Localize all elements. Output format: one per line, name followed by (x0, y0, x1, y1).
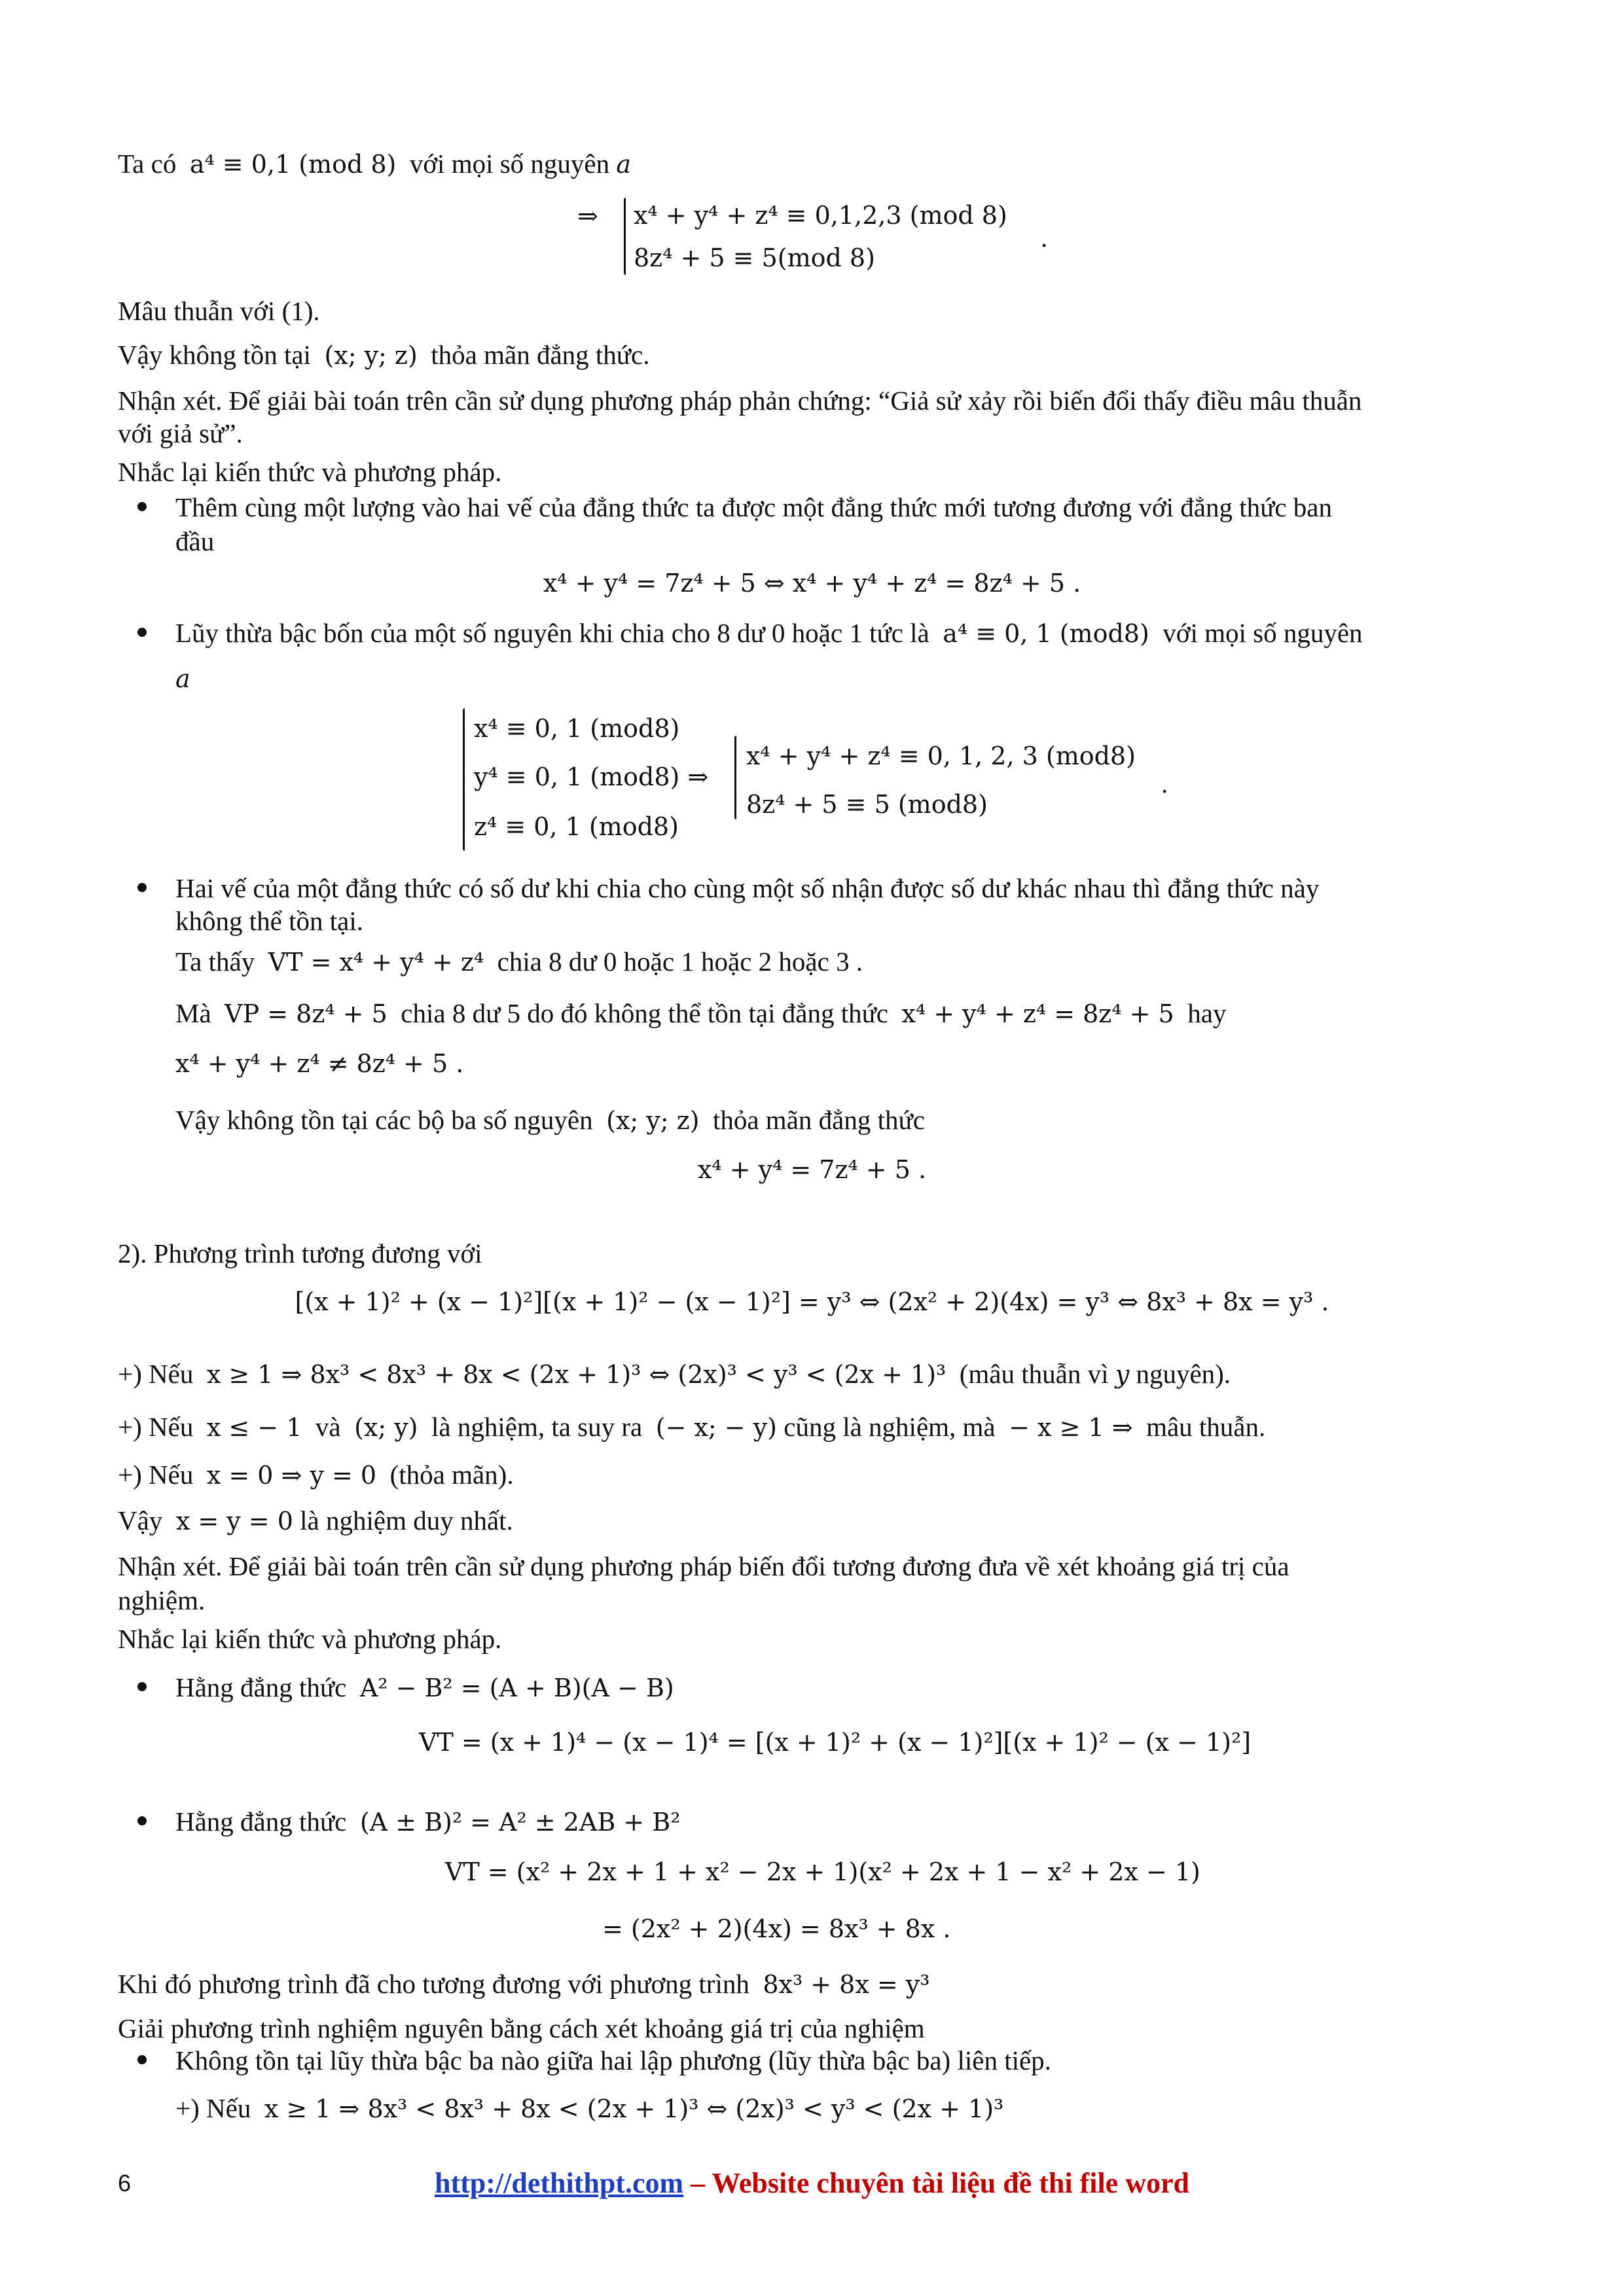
math-expression: (x; y; z) (324, 341, 418, 370)
text: +) Nếu (118, 1412, 194, 1442)
text: Ta có (118, 149, 177, 179)
text: Lũy thừa bậc bốn của một số nguyên khi chia cho 8 dư 0 hoặc 1 tức là (175, 618, 929, 648)
math-expression: [(x + 1)² + (x − 1)²][(x + 1)² − (x − 1)²] = y³ ⇔ (2x² + 2)(4x) = y³ ⇔ 8x³ + 8x = y³ . (295, 1287, 1329, 1316)
math-expression: x⁴ + y⁴ = 7z⁴ + 5 ⇔ x⁴ + y⁴ + z⁴ = 8z⁴ + 5 . (543, 569, 1081, 598)
text: thỏa mãn đẳng thức (712, 1105, 925, 1135)
system-brace (734, 736, 736, 819)
math-variable: a (616, 150, 632, 179)
footer-text: – Website chuyên tài liệu đề thi file word (683, 2167, 1189, 2199)
math-expression: a⁴ ≡ 0, 1 (mod8) (943, 619, 1149, 648)
text: thỏa mãn đẳng thức. (431, 340, 650, 370)
text-line: Thêm cùng một lượng vào hai vế của đẳng thức ta được một đẳng thức mới tương đương với đẳng thức ban (175, 492, 1332, 522)
text-line: Hai vế của một đẳng thức có số dư khi chia cho cùng một số nhận được số dư khác nhau thì đẳng thức này (175, 873, 1320, 903)
text: Hằng đẳng thức (175, 1672, 347, 1702)
text: Vậy không tồn tại (118, 340, 311, 370)
system-brace (463, 708, 465, 851)
page-number: 6 (118, 2170, 132, 2197)
math-expression: VP = 8z⁴ + 5 (225, 999, 388, 1028)
text: hay (1187, 998, 1227, 1028)
text: (mâu thuẫn vì (959, 1359, 1109, 1389)
text: với mọi số nguyên (409, 149, 610, 179)
bullet-icon (137, 628, 147, 637)
text-line: Nhận xét. Để giải bài toán trên cần sử dụng phương pháp phản chứng: “Giả sử xảy rồi biến đổi thấy điều mâu thuẫn (118, 386, 1362, 416)
text: Vậy không tồn tại các bộ ba số nguyên (175, 1105, 593, 1135)
math-expression: A² − B² = (A + B)(A − B) (359, 1674, 674, 1702)
text-line (175, 615, 1363, 651)
section-heading: Nhắc lại kiến thức và phương pháp. (118, 1624, 502, 1654)
text: Hằng đẳng thức (175, 1806, 347, 1837)
text-line (118, 1966, 930, 2002)
math-expression: x = y = 0 (175, 1507, 293, 1535)
math-expression: VT = (x + 1)⁴ − (x − 1)⁴ = [(x + 1)² + (x − 1)²][(x + 1)² − (x − 1)²] (419, 1728, 1252, 1757)
system-brace (624, 198, 626, 275)
text: mâu thuẫn. (1146, 1412, 1266, 1442)
implies-symbol: ⇒ (577, 202, 598, 230)
math-expression: a⁴ ≡ 0,1 (mod 8) (189, 150, 397, 179)
text: là nghiệm, ta suy ra (431, 1412, 643, 1442)
text: Mà (175, 998, 211, 1028)
math-expression: x = 0 ⇒ y = 0 (206, 1461, 377, 1490)
text-line (175, 1670, 674, 1706)
text-line (118, 337, 649, 373)
text: với mọi số nguyên (1163, 618, 1363, 648)
text-line (118, 1503, 513, 1539)
bullet-icon (137, 1816, 147, 1825)
math-expression: VT = (x² + 2x + 1 + x² − 2x + 1)(x² + 2x + 1 − x² + 2x − 1) (445, 1857, 1200, 1886)
math-expression: x ≥ 1 ⇒ 8x³ < 8x³ + 8x < (2x + 1)³ ⇔ (2x)³ < y³ < (2x + 1)³ (264, 2094, 1004, 2123)
text-line (118, 146, 631, 182)
text-line: Không tồn tại lũy thừa bậc ba nào giữa hai lập phương (lũy thừa bậc ba) liên tiếp. (175, 2045, 1051, 2075)
bullet-icon (137, 883, 147, 892)
text: . (1041, 223, 1048, 253)
text: chia 8 dư 0 hoặc 1 hoặc 2 hoặc 3 . (497, 946, 863, 977)
math-expression: x⁴ + y⁴ + z⁴ ≡ 0, 1, 2, 3 (mod8) (746, 742, 1136, 770)
text: (thỏa mãn). (389, 1460, 514, 1490)
text: Ta thấy (175, 946, 255, 977)
text: . (1161, 768, 1168, 798)
math-expression: 8z⁴ + 5 ≡ 5 (mod8) (746, 790, 988, 819)
text-line: đầu (175, 526, 215, 556)
math-expression: x⁴ + y⁴ + z⁴ = 8z⁴ + 5 (901, 999, 1174, 1028)
math-expression: = (2x² + 2)(4x) = 8x³ + 8x . (602, 1914, 951, 1943)
math-expression: x⁴ + y⁴ + z⁴ ≡ 0,1,2,3 (mod 8) (634, 201, 1007, 230)
text: +) Nếu (175, 2093, 251, 2123)
bullet-icon (137, 1682, 147, 1691)
math-variable: y (1115, 1360, 1130, 1389)
math-expression: z⁴ ≡ 0, 1 (mod8) (474, 812, 679, 841)
math-expression: 8x³ + 8x = y³ (763, 1970, 930, 1999)
text-line (118, 1356, 1231, 1392)
math-expression: x ≥ 1 ⇒ 8x³ < 8x³ + 8x < (2x + 1)³ ⇔ (2x)³ < y³ < (2x + 1)³ (206, 1360, 947, 1389)
math-expression: VT = x⁴ + y⁴ + z⁴ (268, 948, 484, 977)
text: Vậy (118, 1505, 163, 1535)
math-expression: x ≤ − 1 (206, 1413, 302, 1442)
section-heading: 2). Phương trình tương đương với (118, 1238, 482, 1268)
text-line: Giải phương trình nghiệm nguyên bằng cách xét khoảng giá trị của nghiệm (118, 2013, 925, 2043)
text: Khi đó phương trình đã cho tương đương với phương trình (118, 1969, 749, 1999)
text-line: nghiệm. (118, 1585, 206, 1615)
text-line: Nhận xét. Để giải bài toán trên cần sử dụng phương pháp biến đổi tương đương đưa về xét khoảng giá trị của (118, 1551, 1290, 1581)
text: +) Nếu (118, 1359, 194, 1389)
bullet-icon (137, 2055, 147, 2064)
math-expression: x⁴ + y⁴ + z⁴ ≠ 8z⁴ + 5 . (175, 1049, 464, 1078)
math-expression: (x; y) (354, 1413, 418, 1442)
footer (0, 2166, 1624, 2200)
text-line (175, 1804, 680, 1840)
text-line (118, 1409, 1265, 1445)
math-expression: (− x; − y) (655, 1413, 778, 1442)
text-line (118, 1457, 514, 1493)
text-line (175, 944, 863, 980)
bullet-icon (137, 502, 147, 511)
math-expression: y⁴ ≡ 0, 1 (mod8) ⇒ (474, 762, 709, 791)
math-expression: (A ± B)² = A² ± 2AB + B² (359, 1808, 681, 1837)
math-expression: − x ≥ 1 ⇒ (1009, 1413, 1133, 1442)
math-expression: x⁴ + y⁴ = 7z⁴ + 5 . (697, 1155, 927, 1184)
math-variable: a (175, 664, 190, 693)
text: là nghiệm duy nhất. (300, 1505, 513, 1535)
text-line: Mâu thuẫn với (1). (118, 296, 320, 326)
text-line: với giả sử”. (118, 418, 243, 448)
math-expression: (x; y; z) (606, 1106, 700, 1135)
text-line (175, 996, 1226, 1031)
text: nguyên). (1136, 1359, 1231, 1389)
text-line (175, 1102, 925, 1138)
footer-link[interactable]: http://dethithpt.com (435, 2167, 684, 2199)
text-line: không thể tồn tại. (175, 906, 363, 936)
math-expression: x⁴ ≡ 0, 1 (mod8) (474, 714, 680, 743)
section-heading: Nhắc lại kiến thức và phương pháp. (118, 457, 502, 487)
text: và (315, 1412, 341, 1442)
text: chia 8 dư 5 do đó không thể tồn tại đẳng thức (401, 998, 889, 1028)
math-expression: 8z⁴ + 5 ≡ 5(mod 8) (634, 243, 875, 272)
text-line (175, 2090, 1003, 2126)
text: +) Nếu (118, 1460, 194, 1490)
text: cũng là nghiệm, mà (784, 1412, 996, 1442)
